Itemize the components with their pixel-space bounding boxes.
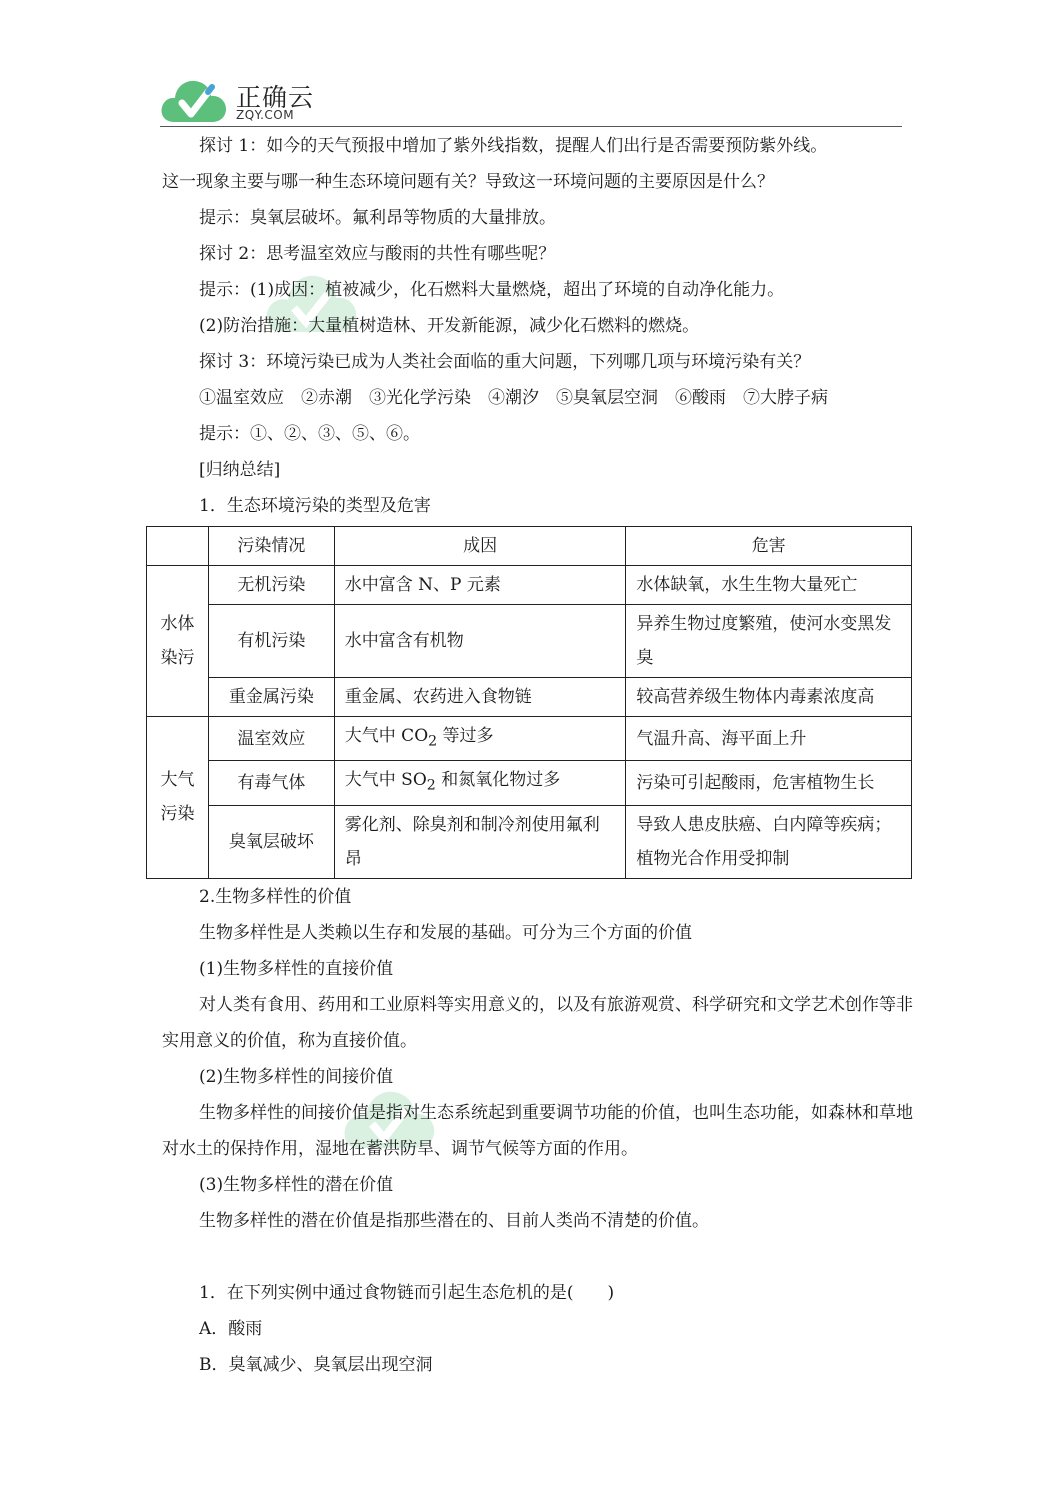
table-cell: 重金属、农药进入食物链 [334,678,626,717]
paragraph: 探讨 2：思考温室效应与酸雨的共性有哪些呢？ [199,244,556,264]
table-cell: 臭氧层破坏 [208,805,334,878]
table-cell: 温室效应 [208,717,334,761]
pollution-table [146,526,912,879]
table-row [147,678,912,717]
logo-text-cn: 正确云 [236,83,315,112]
section-title: 2.生物多样性的价值 [199,886,352,907]
table-row [147,605,912,678]
subscript: 2 [428,733,438,750]
paragraph: 这一现象主要与哪一种生态环境问题有关？导致这一环境问题的主要原因是什么？ [162,172,774,192]
option-b: B．臭氧减少、臭氧层出现空洞 [199,1354,433,1375]
table-cell: 水中富含 N、P 元素 [334,566,626,605]
table-cell: 气温升高、海平面上升 [626,717,912,761]
subheading: (2)生物多样性的间接价值 [199,1066,394,1087]
table-cell: 水体缺氧，水生生物大量死亡 [626,566,912,605]
table-row [147,717,912,761]
question-stem: 1．在下列实例中通过食物链而引起生态危机的是( ) [199,1282,615,1303]
cloud-check-logo-icon [160,74,228,126]
section-label: [归纳总结] [199,460,281,480]
paragraph: 生物多样性的间接价值是指对生态系统起到重要调节功能的价值，也叫生态功能，如森林和草地对水土的保持作用，湿地在蓄洪防旱、调节气候等方面的作用。 [162,1102,913,1159]
document-body [162,128,914,1383]
table-cell: 雾化剂、除臭剂和制冷剂使用氟利昂 [334,805,626,878]
table-cell: 重金属污染 [208,678,334,717]
cause-text: 大气中 CO [344,726,429,746]
table-cell: 有毒气体 [208,761,334,805]
table-header-cell: 成因 [334,527,626,566]
table-cell [334,717,626,761]
option-a: A．酸雨 [199,1318,263,1339]
options-line: ①温室效应 ②赤潮 ③光化学污染 ④潮汐 ⑤臭氧层空洞 ⑥酸雨 ⑦大脖子病 [199,388,828,408]
hint-line: 提示：①、②、③、⑤、⑥。 [199,424,420,444]
group-cell-water: 水体 染污 [147,566,209,717]
cause-text: 和氮氧化物过多 [435,770,561,791]
header-divider [160,126,902,127]
page-header [160,74,902,130]
paragraph: 探讨 3：环境污染已成为人类社会面临的重大问题，下列哪几项与环境污染有关？ [199,352,811,372]
table-cell [334,761,626,805]
table-header-cell: 危害 [626,527,912,566]
table-cell: 污染可引起酸雨，危害植物生长 [626,761,912,805]
paragraph: 对人类有食用、药用和工业原料等实用意义的，以及有旅游观赏、科学研究和文学艺术创作等非实用意义的价值，称为直接价值。 [162,994,913,1051]
subheading: (3)生物多样性的潜在价值 [199,1174,394,1195]
section-title: 1．生态环境污染的类型及危害 [199,496,431,516]
spacer [162,1239,914,1275]
paragraph: 探讨 1：如今的天气预报中增加了紫外线指数，提醒人们出行是否需要预防紫外线。 [199,136,828,156]
subscript: 2 [426,777,436,794]
table-cell: 导致人患皮肤癌、白内障等疾病；植物光合作用受抑制 [626,805,912,878]
table-cell: 有机污染 [208,605,334,678]
table-header-cell: 污染情况 [208,527,334,566]
table-row [147,761,912,805]
table-header-row [147,527,912,566]
table-cell: 较高营养级生物体内毒素浓度高 [626,678,912,717]
subheading: (1)生物多样性的直接价值 [199,958,394,979]
cause-text: 大气中 SO [344,770,427,791]
table-cell: 异养生物过度繁殖，使河水变黑发臭 [626,605,912,678]
hint-line: 提示：臭氧层破坏。氟利昂等物质的大量排放。 [199,208,556,228]
table-row [147,566,912,605]
paragraph: 生物多样性是人类赖以生存和发展的基础。可分为三个方面的价值 [199,922,692,943]
table-row [147,805,912,878]
table-header-cell [147,527,209,566]
logo-text-en: ZQY.COM [236,108,295,122]
group-cell-air: 大气 污染 [147,717,209,879]
table-cell: 无机污染 [208,566,334,605]
paragraph: (2)防治措施：大量植树造林、开发新能源，减少化石燃料的燃烧。 [199,316,700,336]
paragraph: 生物多样性的潜在价值是指那些潜在的、目前人类尚不清楚的价值。 [199,1210,709,1231]
cause-text: 等过多 [437,726,494,746]
hint-line: 提示：(1)成因：植被减少，化石燃料大量燃烧，超出了环境的自动净化能力。 [199,280,785,300]
table-cell: 水中富含有机物 [334,605,626,678]
